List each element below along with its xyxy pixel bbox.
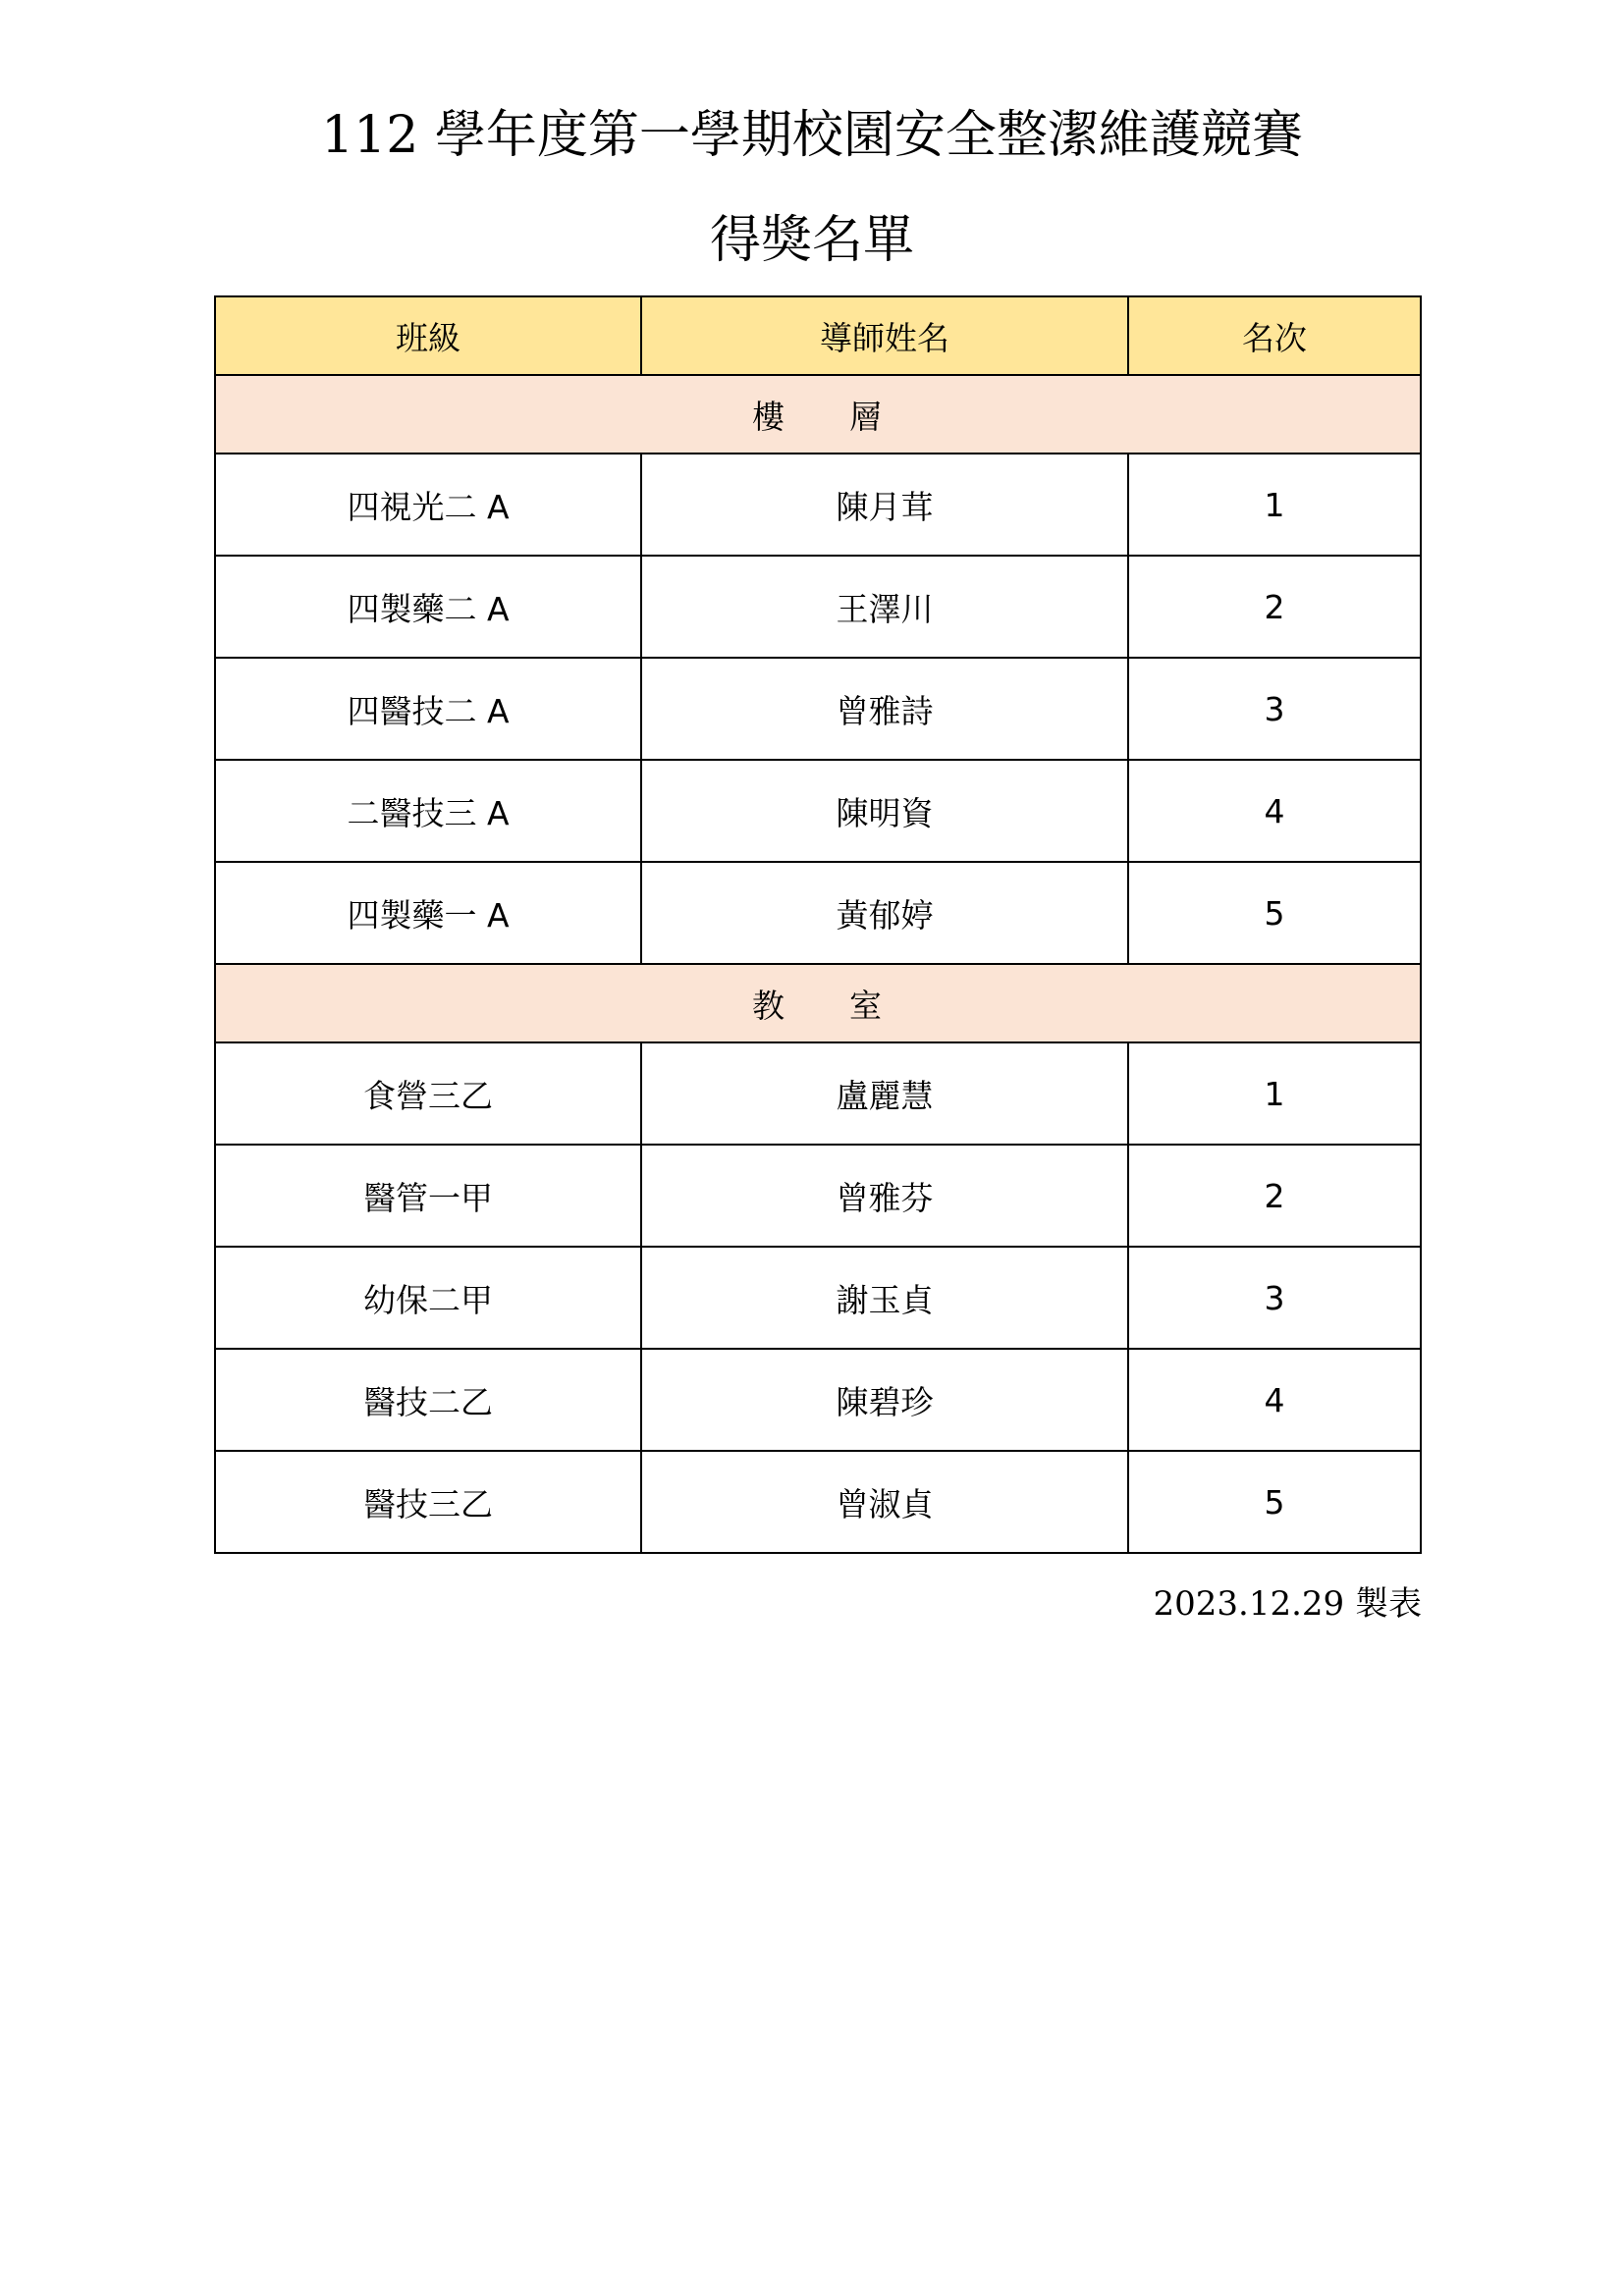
rank-cell: 2 (1128, 1145, 1421, 1247)
class-cell: 四醫技二 A (215, 658, 641, 760)
rank-cell: 4 (1128, 760, 1421, 862)
column-header-rank: 名次 (1128, 296, 1421, 375)
award-table (214, 295, 1422, 1554)
table-row (215, 1349, 1421, 1451)
teacher-cell: 陳碧珍 (641, 1349, 1128, 1451)
table-row (215, 1145, 1421, 1247)
class-cell: 醫技二乙 (215, 1349, 641, 1451)
rank-cell: 3 (1128, 1247, 1421, 1349)
section-label-part: 樓 (752, 397, 786, 436)
section-label-part: 層 (849, 397, 884, 436)
teacher-cell: 陳月茸 (641, 454, 1128, 556)
section-label (215, 964, 1421, 1042)
class-cell: 四視光二 A (215, 454, 641, 556)
rank-cell: 3 (1128, 658, 1421, 760)
table-row (215, 556, 1421, 658)
class-cell: 四製藥一 A (215, 862, 641, 964)
page-title: 112 學年度第一學期校園安全整潔維護競賽 (321, 106, 1303, 165)
column-header-class: 班級 (215, 296, 641, 375)
page-subtitle: 得獎名單 (709, 211, 914, 270)
table-row (215, 1451, 1421, 1553)
teacher-cell: 曾淑貞 (641, 1451, 1128, 1553)
teacher-cell: 王澤川 (641, 556, 1128, 658)
table-row (215, 1247, 1421, 1349)
table-row (215, 862, 1421, 964)
rank-cell: 5 (1128, 862, 1421, 964)
table-header-row (215, 296, 1421, 375)
teacher-cell: 黃郁婷 (641, 862, 1128, 964)
class-cell: 四製藥二 A (215, 556, 641, 658)
class-cell: 醫技三乙 (215, 1451, 641, 1553)
teacher-cell: 謝玉貞 (641, 1247, 1128, 1349)
table-row (215, 760, 1421, 862)
rank-cell: 5 (1128, 1451, 1421, 1553)
teacher-cell: 陳明資 (641, 760, 1128, 862)
teacher-cell: 曾雅芬 (641, 1145, 1128, 1247)
rank-cell: 1 (1128, 1042, 1421, 1145)
class-cell: 二醫技三 A (215, 760, 641, 862)
section-label-part: 室 (849, 986, 884, 1025)
section-row-floor (215, 375, 1421, 454)
table-row (215, 454, 1421, 556)
section-label (215, 375, 1421, 454)
class-cell: 幼保二甲 (215, 1247, 641, 1349)
teacher-cell: 盧麗慧 (641, 1042, 1128, 1145)
rank-cell: 4 (1128, 1349, 1421, 1451)
section-row-classroom (215, 964, 1421, 1042)
table-row (215, 658, 1421, 760)
class-cell: 食營三乙 (215, 1042, 641, 1145)
column-header-teacher: 導師姓名 (641, 296, 1128, 375)
table-row (215, 1042, 1421, 1145)
footer-date: 2023.12.29 製表 (1153, 1584, 1422, 1624)
rank-cell: 2 (1128, 556, 1421, 658)
teacher-cell: 曾雅詩 (641, 658, 1128, 760)
class-cell: 醫管一甲 (215, 1145, 641, 1247)
rank-cell: 1 (1128, 454, 1421, 556)
section-label-part: 教 (752, 986, 786, 1025)
